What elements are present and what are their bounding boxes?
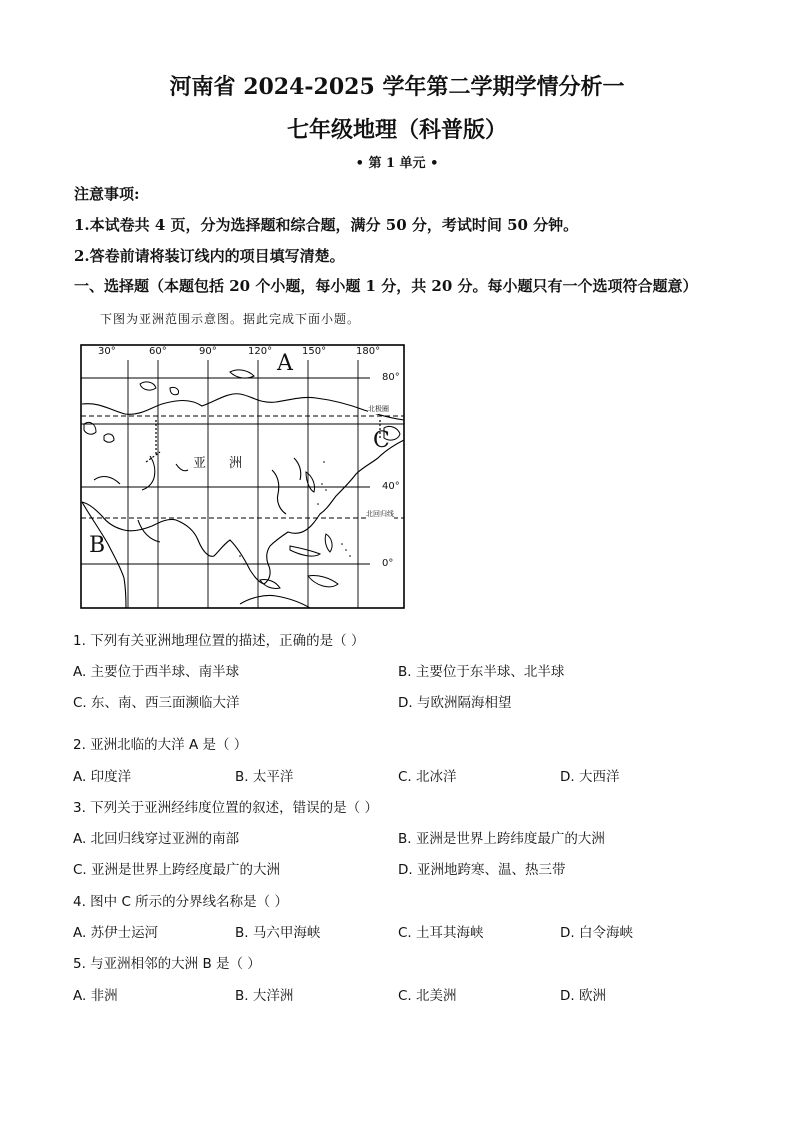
option-c: C. 东、南、西三面濒临大洋	[73, 695, 240, 711]
option-a: A. 印度洋	[73, 769, 132, 785]
option-b: B. 大洋洲	[235, 988, 294, 1004]
option-a: A. 主要位于西半球、南半球	[73, 664, 240, 680]
map-letter-b: B	[89, 533, 106, 558]
section-intro: 下图为亚洲范围示意图。据此完成下面小题。	[100, 312, 361, 326]
lon-label-60: 60°	[149, 346, 167, 357]
region-label-zhou: 洲	[229, 456, 243, 471]
map-letter-c: C	[373, 428, 390, 453]
exam-title: 河南省 2024-2025 学年第二学期学情分析一	[169, 74, 625, 100]
exam-subtitle: 七年级地理（科普版）	[286, 117, 507, 143]
tropic-label: 北回归线	[366, 510, 394, 518]
option-a: A. 苏伊士运河	[73, 925, 159, 941]
notes-heading: 注意事项:	[74, 185, 140, 203]
note-item: 1.本试卷共 4 页，分为选择题和综合题，满分 50 分，考试时间 50 分钟。	[74, 216, 579, 234]
option-c: C. 亚洲是世界上跨经度最广的大洲	[73, 862, 281, 878]
option-d: D. 与欧洲隔海相望	[398, 695, 512, 711]
option-b: B. 亚洲是世界上跨纬度最广的大洲	[398, 831, 605, 847]
question-stem: 5. 与亚洲相邻的大洲 B 是（ ）	[73, 956, 261, 972]
arctic-circle-label: 北极圈	[368, 405, 389, 413]
option-c: C. 北冰洋	[398, 769, 457, 785]
question-stem: 3. 下列关于亚洲经纬度位置的叙述，错误的是（ ）	[73, 800, 378, 816]
map-letter-a: A	[277, 351, 293, 376]
lon-label-150: 150°	[302, 346, 327, 357]
lat-label-80: 80°	[382, 372, 400, 383]
option-c: C. 土耳其海峡	[398, 925, 484, 941]
question-stem: 4. 图中 C 所示的分界线名称是（ ）	[73, 894, 288, 910]
lon-label-90: 90°	[199, 346, 217, 357]
option-a: A. 北回归线穿过亚洲的南部	[73, 831, 240, 847]
option-c: C. 北美洲	[398, 988, 457, 1004]
option-d: D. 亚洲地跨寒、温、热三带	[398, 862, 566, 878]
option-d: D. 大西洋	[560, 769, 620, 785]
option-a: A. 非洲	[73, 988, 118, 1004]
unit-label: • 第 1 单元 •	[355, 156, 439, 171]
lat-label-40: 40°	[382, 481, 400, 492]
option-d: D. 白令海峡	[560, 925, 633, 941]
asia-map	[80, 344, 406, 610]
option-d: D. 欧洲	[560, 988, 606, 1004]
note-item: 2.答卷前请将装订线内的项目填写清楚。	[74, 247, 345, 265]
region-label-ya: 亚	[193, 456, 207, 471]
lon-label-120: 120°	[248, 346, 273, 357]
question-stem: 2. 亚洲北临的大洋 A 是（ ）	[73, 737, 248, 753]
option-b: B. 主要位于东半球、北半球	[398, 664, 565, 680]
option-b: B. 马六甲海峡	[235, 925, 321, 941]
lat-label-0: 0°	[382, 558, 394, 569]
map-frame	[81, 345, 404, 608]
section-title: 一、选择题（本题包括 20 个小题，每小题 1 分，共 20 分。每小题只有一个选项符合题意）	[74, 277, 698, 295]
lon-label-30: 30°	[98, 346, 116, 357]
option-b: B. 太平洋	[235, 769, 294, 785]
question-stem: 1. 下列有关亚洲地理位置的描述，正确的是（ ）	[73, 633, 365, 649]
lon-label-180: 180°	[356, 346, 381, 357]
